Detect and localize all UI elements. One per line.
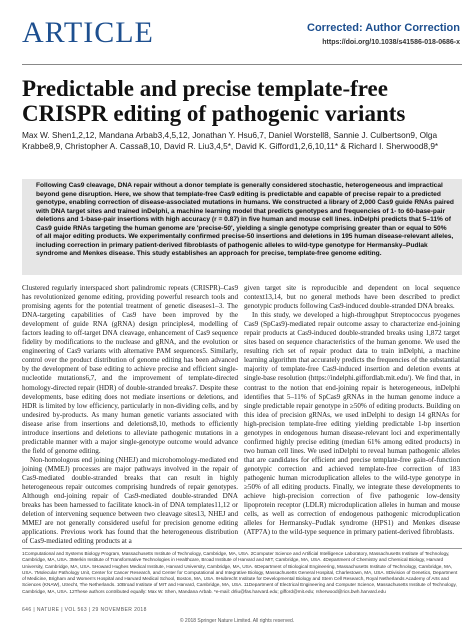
copyright-notice: © 2018 Springer Nature Limited. All rights reserved. bbox=[179, 618, 295, 624]
body-column-left bbox=[22, 284, 238, 546]
article-title: Predictable and precise template-free CRISPR editing of pathogenic variants bbox=[22, 76, 406, 126]
body-paragraph: Non-homologous end joining (NHEJ) and microhomology-mediated end joining (MMEJ) processes are major pathways involved in the repair of Cas9-mediated double-stranded breaks that can result in highly heterogeneous repair outcomes comprising hundreds of repair genotypes. Although end-joining repair of Cas9-mediated double-stranded DNA breaks has been harnessed to facilitate knock-in of DNA templates11,12 or deletion of intervening sequence between two cleavage sites13, NHEJ and MMEJ are not generally considered useful for precision genome editing applications. Previous work has found that the heterogeneous distribution of Cas9-mediated editing products at a bbox=[22, 455, 238, 546]
author-list: Max W. Shen1,2,12, Mandana Arbab3,4,5,12, Jonathan Y. Hsu6,7, Daniel Worstell8, Sannie J. Culbertson9, Olga Krabbe8,9, Christopher A. Cassa8,10, David R. Liu3,4,5*, David K. Gifford1,2,6,10,11* & Richard I. Sherwood8,9* bbox=[22, 130, 439, 151]
article-header bbox=[0, 0, 474, 70]
doi-link[interactable]: https://doi.org/10.1038/s41586-018-0686-x bbox=[322, 39, 460, 46]
page-footer: 646 | NATURE | VOL 563 | 29 NOVEMBER 2018 bbox=[22, 607, 147, 613]
affiliations-footnote: 1Computational and Systems Biology Program, Massachusetts Institute of Technology, Cambridge, MA, USA. 2Computer Science and Artificial Intelligence Laboratory, Massachusetts Institute of Technology, Cambridge, MA, USA. 3Merkin Institute of Transformative Technologies in Healthcare, Broad Institute of Harvard and MIT, Cambridge, MA, USA. 4Department of Chemistry and Chemical Biology, Harvard University, Cambridge, MA, USA. 5Howard Hughes Medical Institute, Harvard University, Cambridge, MA, USA. 6Department of Biological Engineering, Massachusetts Institute of Technology, Cambridge, MA, USA. 7Molecular Pathology Unit, Center for Cancer Research, and Center for Computational and Integrative Biology, Massachusetts General Hospital, Charlestown, MA, USA. 8Division of Genetics, Department of Medicine, Brigham and Women's Hospital and Harvard Medical School, Boston, MA, USA. 9Hubrecht Institute for Developmental Biology and Stem Cell Research, Royal Netherlands Academy of Arts and Sciences (KNAW), Utrecht, The Netherlands. 10Broad Institute of MIT and Harvard, Cambridge, MA, USA. 11Department of Electrical Engineering and Computer Science, Massachusetts Institute of Technology, Cambridge, MA, USA. 12These authors contributed equally: Max W. Shen, Mandana Arbab. *e-mail: drliu@fas.harvard.edu; gifford@mit.edu; rsherwood@rics.bwh.harvard.edu bbox=[22, 551, 458, 594]
correction-link[interactable]: Corrected: Author Correction bbox=[307, 22, 460, 34]
section-label: ARTICLE bbox=[22, 16, 154, 49]
footnote-divider bbox=[22, 548, 462, 549]
body-column-right bbox=[244, 284, 460, 537]
body-paragraph: Clustered regularly interspaced short palindromic repeats (CRISPR)–Cas9 has revolutionized genome editing, providing powerful research tools and promising agents for the potential treatment of genetic diseases1–3. The DNA-targeting capabilities of Cas9 have been improved by the development of guide RNA (gRNA) design principles4, modelling of factors leading to off-target DNA cleavage, enhancement of Cas9 sequence fidelity by modifications to the nuclease and gRNA, and the evolution or engineering of Cas9 variants with alternative PAM sequences5. Similarly, control over the product distribution of genome editing has been advanced by the development of base editing to achieve precise and efficient single-nucleotide mutations6,7, and the improvement of template-directed homology-directed repair (HDR) of double-stranded breaks7. Despite these developments, base editing does not mediate insertions or deletions, and HDR is limited by low efficiency, particularly in non-dividing cells, and by undesired by-products. As many human genetic variants associated with disease arise from insertions and deletions8,10, methods to efficiently introduce insertions and deletions to alleviate pathogenic mutations in a predictable manner with a major single-genotype outcome would advance the field of genome editing. bbox=[22, 284, 238, 455]
body-paragraph: given target site is reproducible and dependent on local sequence context13,14, but no general methods have been described to predict genotypic products following Cas9-induced double-stranded DNA breaks. bbox=[244, 284, 460, 311]
abstract-text: Following Cas9 cleavage, DNA repair without a donor template is generally considered stochastic, heterogeneous and impractical beyond gene disruption. Here, we show that template-free Cas9 editing is predictable and capable of precise repair to a predicted genotype, enabling correction of disease-associated mutations in humans. We constructed a library of 2,000 Cas9 guide RNAs paired with DNA target sites and trained inDelphi, a machine learning model that predicts genotypes and frequencies of 1- to 60-base-pair deletions and 1-base-pair insertions with high accuracy (r = 0.87) in five human and mouse cell lines. inDelphi predicts that 5–11% of Cas9 guide RNAs targeting the human genome are 'precise-50', yielding a single genotype comprising greater than or equal to 50% of all major editing products. We experimentally confirmed precise-50 insertions and deletions in 195 human disease-relevant alleles, including correction in primary patient-derived fibroblasts of pathogenic alleles to wild-type genotype for Hermansky–Pudlak syndrome and Menkes disease. This study establishes an approach for precise, template-free genome editing. bbox=[36, 182, 454, 258]
header-divider bbox=[22, 64, 462, 65]
body-paragraph: In this study, we developed a high-throughput Streptococcus pyogenes Cas9 (SpCas9)-mediated repair outcome assay to characterize end-joining repair products at Cas9-induced double-stranded breaks using 1,872 target sites based on sequence characteristics of the human genome. We used the resulting rich set of repair product data to train inDelphi, a machine learning algorithm that accurately predicts the frequencies of the substantial majority of template-free Cas9-induced insertion and deletion events at single-base resolution (https://indelphi.giffordlab.mit.edu/). We find that, in contrast to the notion that end-joining repair is heterogeneous, inDelphi identifies that 5–11% of SpCas9 gRNAs in the human genome induce a single predictable repair genotype in ≥50% of editing products. Building on this idea of precision gRNAs, we used inDelphi to design 14 gRNAs for high-precision template-free editing yielding predictable 1-bp insertion genotypes in endogenous human disease-relevant loci and experimentally confirmed highly precise editing (median 61% among edited products) in two human cell lines. We used inDelphi to reveal human pathogenic alleles that are candidates for efficient and precise template-free gain-of-function genotypic correction and achieved template-free correction of 183 pathogenic human microduplication alleles to the wild-type genotype in ≥50% of all editing products. Finally, we integrate these developments to achieve high-precision correction of five pathogenic low-density lipoprotein receptor (LDLR) microduplication alleles in human and mouse cells, as well as correction of endogenous pathogenic microduplication alleles for Hermansky–Pudlak syndrome (HPS1) and Menkes disease (ATP7A) to the wild-type sequence in primary patient-derived fibroblasts. bbox=[244, 311, 460, 537]
